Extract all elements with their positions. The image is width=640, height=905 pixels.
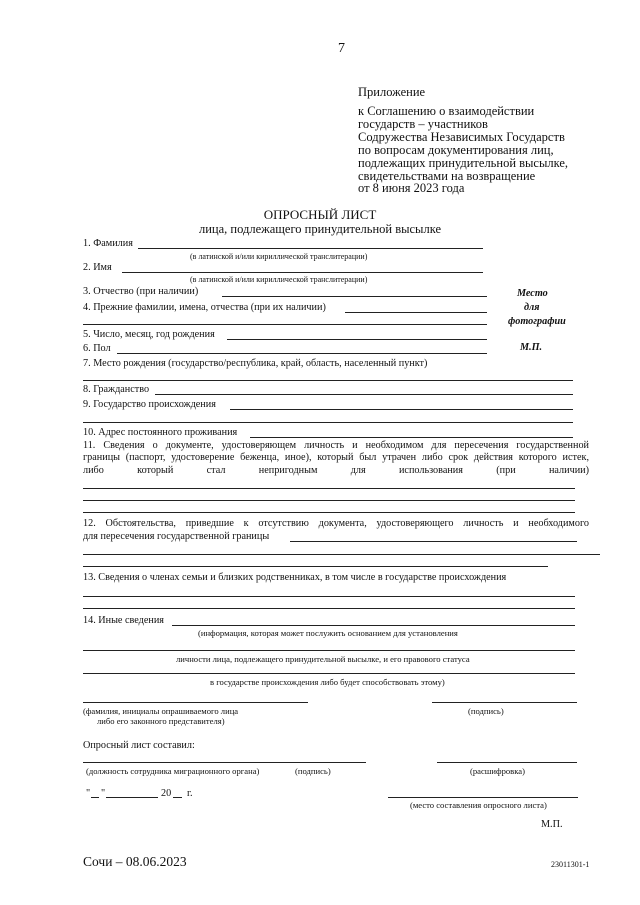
- officer-decode-hint: (расшифровка): [470, 766, 525, 776]
- field-other-info-hint-1: (информация, которая может послужить основанием для установления: [198, 628, 458, 638]
- appendix-line: государств – участников: [358, 117, 488, 131]
- field-name-label: 2. Имя: [83, 262, 112, 273]
- photo-place-label-3: фотографии: [508, 316, 566, 327]
- field-circumstances-line-1: 12. Обстоятельства, приведшие к отсутствию документа, удостоверяющего личность и необходимого: [83, 518, 589, 529]
- form-title: ОПРОСНЫЙ ЛИСТ: [263, 207, 377, 222]
- field-origin-state-label: 9. Государство происхождения: [83, 399, 216, 410]
- appendix-title: Приложение: [358, 85, 426, 99]
- appendix-lines: [358, 105, 568, 183]
- officer-signature-hint: (подпись): [295, 766, 331, 776]
- date-suffix: г.: [187, 788, 193, 799]
- field-surname-label: 1. Фамилия: [83, 238, 133, 249]
- appendix-line: подлежащих принудительной высылке,: [358, 156, 569, 170]
- appendix-line: по вопросам документирования лиц,: [358, 143, 554, 157]
- field-surname-hint: (в латинской и/или кириллической транслитерации): [190, 252, 368, 261]
- officer-decode-input[interactable]: [437, 762, 577, 763]
- field-circumstances-line-2: для пересечения государственной границы: [83, 531, 270, 542]
- field-document-line-1: 11. Сведения о документе, удостоверяющем личность и необходимом для пересечения государственной: [83, 440, 589, 451]
- field-document-input-1[interactable]: [83, 488, 575, 489]
- field-relatives-input-2[interactable]: [83, 608, 575, 609]
- field-birthplace-label: 7. Место рождения (государство/республика, край, область, населенный пункт): [83, 358, 428, 369]
- field-origin-state-input-2[interactable]: [83, 422, 573, 423]
- respondent-name-hint-1: (фамилия, инициалы опрашиваемого лица: [83, 706, 239, 716]
- field-circumstances-input-2[interactable]: [83, 554, 600, 555]
- respondent-signature-hint: (подпись): [468, 706, 504, 716]
- respondent-signature-input[interactable]: [432, 702, 577, 703]
- field-citizenship-label: 8. Гражданство: [83, 384, 150, 395]
- field-other-info-input-2[interactable]: [83, 650, 575, 651]
- field-origin-state-input[interactable]: [230, 409, 573, 410]
- date-day-input[interactable]: [91, 797, 99, 798]
- photo-place-label-1: Место: [517, 288, 548, 299]
- field-birthplace-input[interactable]: [83, 380, 573, 381]
- final-stamp: М.П.: [541, 819, 563, 830]
- field-surname-input[interactable]: [138, 248, 483, 249]
- field-birthdate-label: 5. Число, месяц, год рождения: [83, 329, 215, 340]
- field-document-line-3: либо который стал непригодным для использования (при наличии): [83, 465, 589, 476]
- date-year-input[interactable]: [173, 797, 182, 798]
- field-sex-input[interactable]: [117, 353, 487, 354]
- page-number: 7: [338, 41, 345, 56]
- field-birthdate-input[interactable]: [227, 339, 487, 340]
- date-quote-close: ": [101, 788, 106, 799]
- officer-input[interactable]: [83, 762, 366, 763]
- appendix-line: к Соглашению о взаимодействии: [358, 104, 535, 118]
- field-name-input[interactable]: [122, 272, 483, 273]
- field-citizenship-input[interactable]: [155, 394, 573, 395]
- field-document-input-2[interactable]: [83, 500, 575, 501]
- appendix-line: Содружества Независимых Государств: [358, 130, 565, 144]
- field-address-input[interactable]: [250, 437, 573, 438]
- date-quote-open: ": [86, 788, 91, 799]
- field-sex-label: 6. Пол: [83, 343, 111, 354]
- field-other-info-hint-3: в государстве происхождения либо будет способствовать этому): [210, 677, 445, 687]
- field-other-info-label: 14. Иные сведения: [83, 615, 164, 626]
- field-former-names-label: 4. Прежние фамилии, имена, отчества (при их наличии): [83, 302, 326, 313]
- appendix-line: свидетельствами на возвращение: [358, 169, 536, 183]
- respondent-name-input[interactable]: [83, 702, 308, 703]
- footer-code: 23011301-1: [551, 860, 590, 869]
- photo-stamp: М.П.: [520, 342, 543, 353]
- field-document-line-2: границы (паспорт, удостоверение беженца, иное), который был утрачен либо срок действия которого истек,: [83, 452, 589, 463]
- field-former-names-input[interactable]: [345, 312, 487, 313]
- field-patronymic-input[interactable]: [222, 296, 487, 297]
- compiled-by-label: Опросный лист составил:: [83, 740, 195, 751]
- field-name-hint: (в латинской и/или кириллической транслитерации): [190, 275, 368, 284]
- field-circumstances-input-3[interactable]: [83, 566, 548, 567]
- field-address-label: 10. Адрес постоянного проживания: [83, 427, 238, 438]
- respondent-name-hint-2: либо его законного представителя): [97, 716, 225, 726]
- place-input[interactable]: [388, 797, 578, 798]
- photo-place-label-2: для: [524, 302, 540, 313]
- field-relatives-label: 13. Сведения о членах семьи и близких родственниках, в том числе в государстве происхождения: [83, 572, 507, 583]
- footer-city-date: Сочи – 08.06.2023: [83, 854, 187, 869]
- field-document-input-3[interactable]: [83, 512, 575, 513]
- date-month-input[interactable]: [106, 797, 158, 798]
- form-subtitle: лица, подлежащего принудительной высылке: [198, 222, 442, 236]
- date-year-prefix: 20: [161, 788, 172, 799]
- field-other-info-input-1[interactable]: [172, 625, 575, 626]
- officer-position-hint: (должность сотрудника миграционного органа): [86, 766, 260, 776]
- place-hint: (место составления опросного листа): [410, 800, 547, 810]
- field-relatives-input-1[interactable]: [83, 596, 575, 597]
- field-former-names-input-2[interactable]: [83, 324, 487, 325]
- field-circumstances-input-1[interactable]: [290, 541, 577, 542]
- field-other-info-hint-2: личности лица, подлежащего принудительной высылке, и его правового статуса: [176, 654, 470, 664]
- field-patronymic-label: 3. Отчество (при наличии): [83, 286, 199, 297]
- appendix-date: от 8 июня 2023 года: [358, 181, 465, 195]
- field-other-info-input-3[interactable]: [83, 673, 575, 674]
